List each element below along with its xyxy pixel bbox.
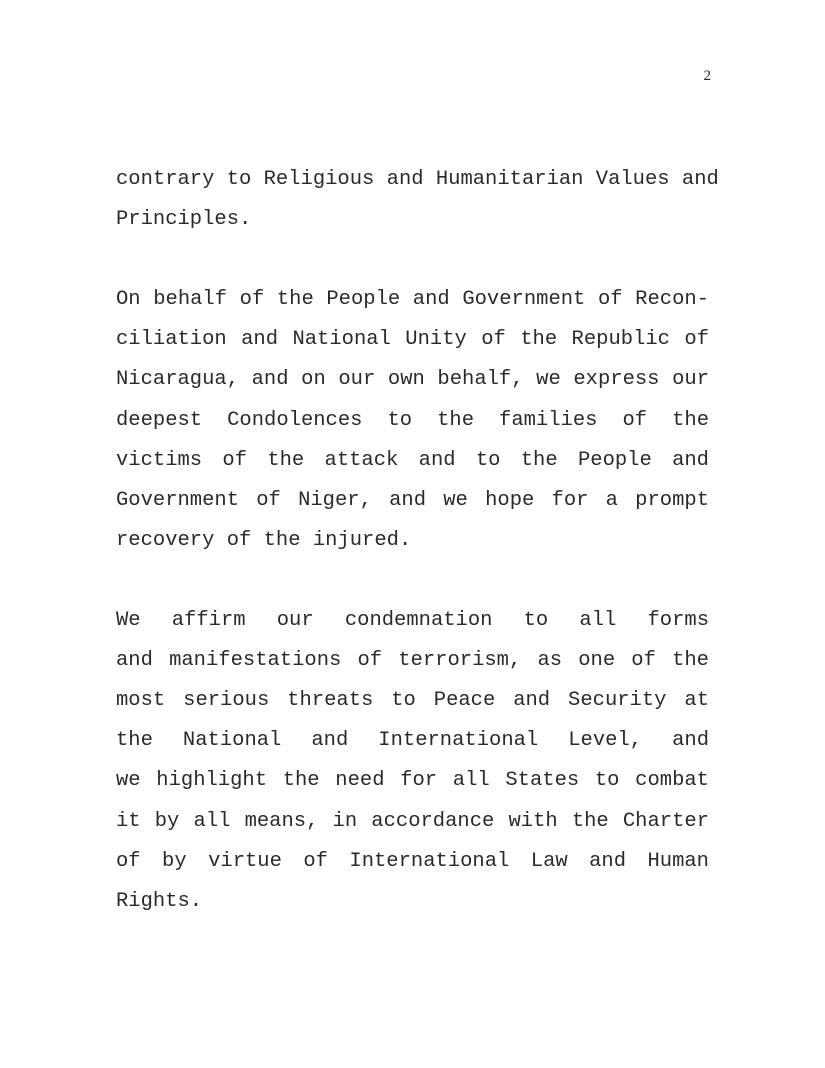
text-line: most serious threats to Peace and Security at bbox=[116, 689, 709, 713]
text-line: and manifestations of terrorism, as one of the bbox=[116, 649, 709, 673]
text-line: Government of Niger, and we hope for a prompt bbox=[116, 488, 709, 512]
text-line: On behalf of the People and Government of Recon- bbox=[116, 288, 709, 312]
text-line: Nicaragua, and on our own behalf, we express our bbox=[116, 368, 709, 392]
text-line: we highlight the need for all States to combat bbox=[116, 769, 709, 793]
paragraph bbox=[116, 160, 719, 240]
paragraph-gap bbox=[116, 240, 709, 280]
text-line: of by virtue of International Law and Human bbox=[116, 849, 709, 873]
paragraph bbox=[116, 280, 709, 561]
body-text bbox=[116, 160, 719, 922]
text-line: contrary to Religious and Humanitarian Values and bbox=[116, 168, 719, 191]
page-number: 2 bbox=[703, 68, 711, 84]
text-line: it by all means, in accordance with the Charter bbox=[116, 809, 709, 833]
text-line: We affirm our condemnation to all forms bbox=[116, 609, 709, 633]
text-line: ciliation and National Unity of the Republic of bbox=[116, 328, 709, 352]
paragraph bbox=[116, 601, 709, 922]
text-line: deepest Condolences to the families of the bbox=[116, 408, 709, 432]
text-line: Principles. bbox=[116, 208, 252, 232]
text-line: the National and International Level, and bbox=[116, 729, 709, 753]
text-line: victims of the attack and to the People and bbox=[116, 448, 709, 472]
paragraph-gap bbox=[116, 561, 709, 601]
text-line: Rights. bbox=[116, 889, 203, 913]
text-line: recovery of the injured. bbox=[116, 528, 412, 552]
